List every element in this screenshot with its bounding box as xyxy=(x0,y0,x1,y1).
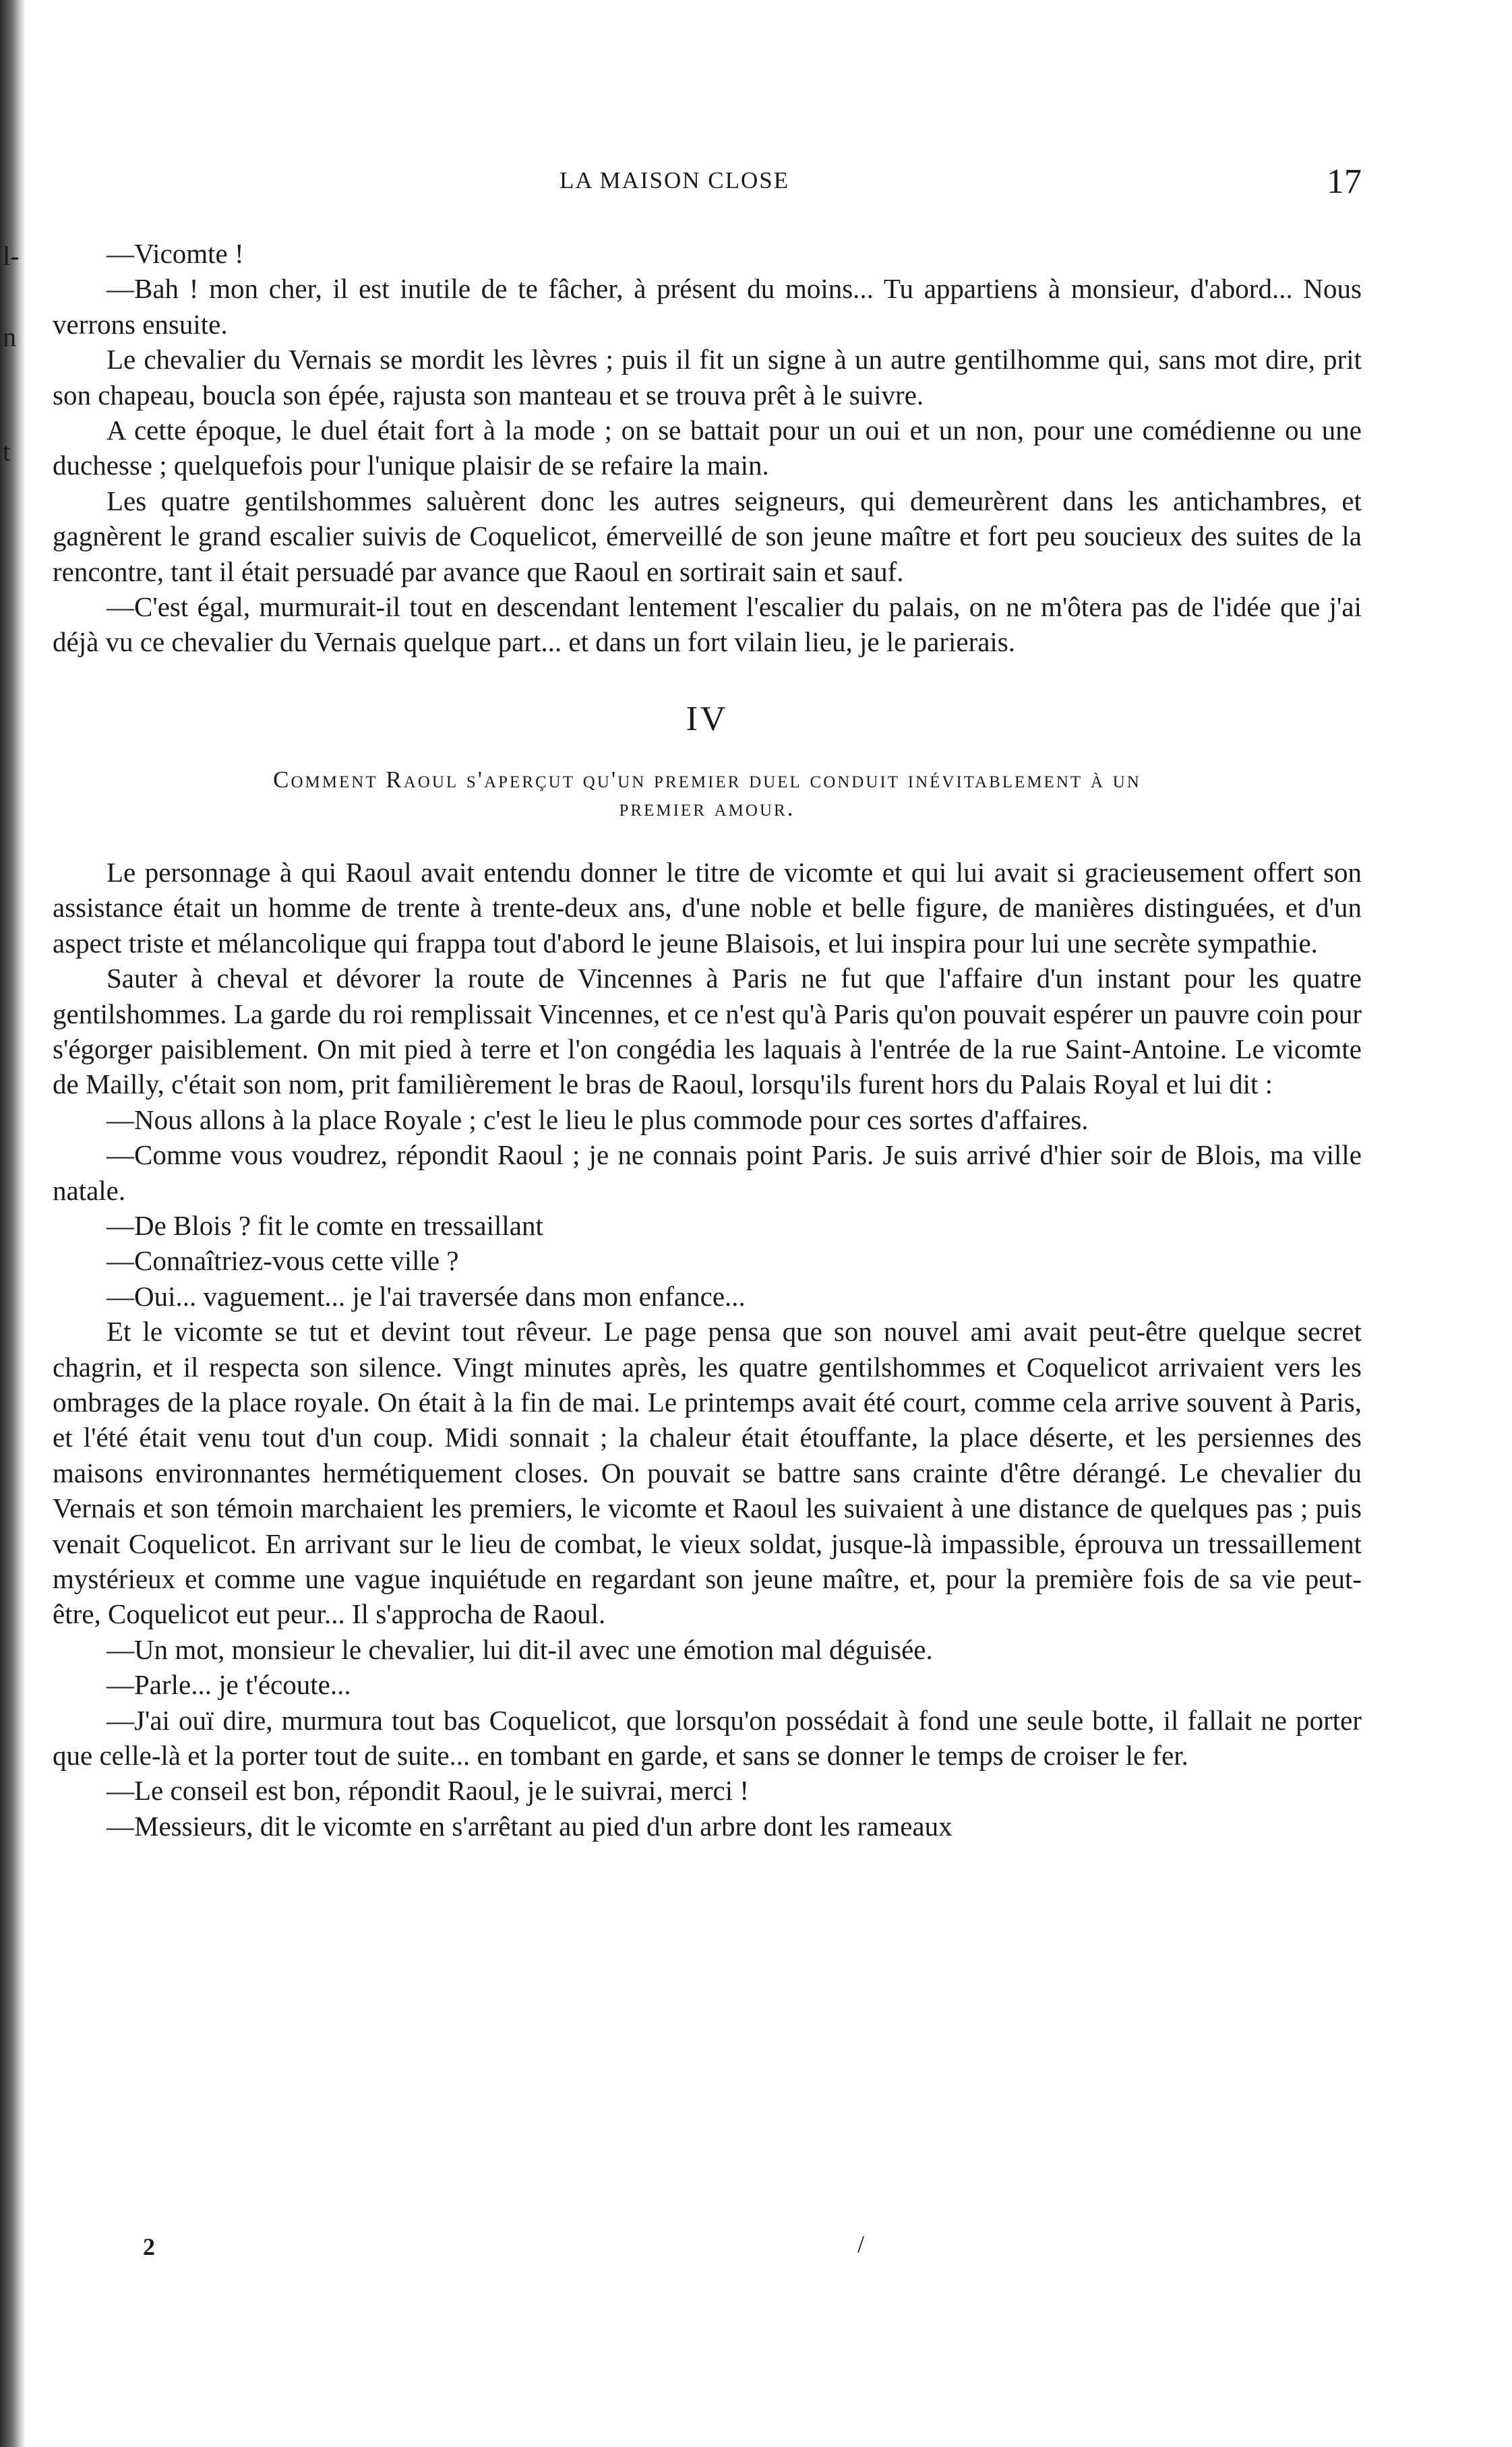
chapter-title xyxy=(53,766,1362,822)
paragraph: —Bah ! mon cher, il est inutile de te fâcher, à présent du moins... Tu appartiens à monsieur, d'abord... Nous verrons ensuite. xyxy=(53,273,1362,340)
paragraph: —Comme vous voudrez, répondit Raoul ; je ne connais point Paris. Je suis arrivé d'hier soir de Blois, ma ville natale. xyxy=(53,1139,1362,1206)
page-body xyxy=(53,236,1362,1844)
ink-speck: / xyxy=(857,2231,865,2258)
paragraph: Les quatre gentilshommes saluèrent donc les autres seigneurs, qui demeurèrent dans les antichambres, et gagnèrent le grand escalier suivis de Coquelicot, émerveillé de son jeune maître et fort peu soucieux des suites de la rencontre, tant il était persuadé par avance que Raoul en sortirait sain et sauf. xyxy=(53,485,1362,587)
paragraph: A cette époque, le duel était fort à la mode ; on se battait pour un oui et un non, pour une comédienne ou une duchesse ; quelquefois pour l'unique plaisir de se refaire la main. xyxy=(53,415,1362,481)
chapter-title-line: Comment Raoul s'aperçut qu'un premier duel conduit inévitablement à un xyxy=(273,766,1141,793)
paragraph: —Messieurs, dit le vicomte en s'arrêtant au pied d'un arbre dont les rameaux xyxy=(107,1810,952,1842)
paragraph: Et le vicomte se tut et devint tout rêveur. Le page pensa que son nouvel ami avait peut-être quelque secret chagrin, et il respecta son silence. Vingt minutes après, les quatre gentilshommes et Coquelicot arrivaient vers les ombrages de la place royale. On était à la fin de mai. Le printemps avait été court, comme cela arrive souvent à Paris, et l'été était venu tout d'un coup. Midi sonnait ; la chaleur était étouffante, la place déserte, et les persiennes des maisons environnantes hermétiquement closes. On pouvait se battre sans crainte d'être dérangé. Le chevalier du Vernais et son témoin marchaient les premiers, le vicomte et Raoul les suivaient à une distance de quelques pas ; puis venait Coquelicot. En arrivant sur le lieu de combat, le vieux soldat, jusque-là impassible, éprouva un tressaillement mystérieux et comme une vague inquiétude en regardant son jeune maître, et, pour la première fois de sa vie peut-être, Coquelicot eut peur... Il s'approcha de Raoul. xyxy=(53,1316,1362,1630)
paragraph: —J'ai ouï dire, murmura tout bas Coquelicot, que lorsqu'on possédait à fond une seule botte, il fallait ne porter que celle-là et la porter tout de suite... en tombant en garde, et sans se donner le temps de croiser le fer. xyxy=(53,1704,1362,1772)
paragraph: —Oui... vaguement... je l'ai traversée dans mon enfance... xyxy=(107,1280,746,1312)
margin-letter: l- xyxy=(3,241,20,271)
paragraph: —C'est égal, murmurait-il tout en descendant lentement l'escalier du palais, on ne m'ôtera pas de l'idée que j'ai déjà vu ce chevalier du Vernais quelque part... et dans un fort vilain lieu, je le parierais. xyxy=(53,591,1362,658)
paragraph: —Connaîtriez-vous cette ville ? xyxy=(107,1245,459,1277)
paragraph: —Le conseil est bon, répondit Raoul, je le suivrai, merci ! xyxy=(107,1775,749,1807)
page-binding-shadow xyxy=(0,0,26,2447)
page-header xyxy=(560,162,1362,208)
paragraph: —Parle... je t'écoute... xyxy=(107,1669,351,1701)
page-number: 17 xyxy=(1327,162,1362,201)
signature-mark: 2 xyxy=(143,2233,155,2260)
paragraph: Le personnage à qui Raoul avait entendu donner le titre de vicomte et qui lui avait si gracieusement offert son assistance était un homme de trente à trente-deux ans, d'une noble et belle figure, de manières distinguées, et d'un aspect triste et mélancolique qui frappa tout d'abord le jeune Blaisois, et lui inspira pour lui une secrète sympathie. xyxy=(53,856,1362,959)
running-head: LA MAISON CLOSE xyxy=(560,167,790,193)
paragraph: Le chevalier du Vernais se mordit les lèvres ; puis il fit un signe à un autre gentilhomme qui, sans mot dire, prit son chapeau, boucla son épée, rajusta son manteau et se trouva prêt à le suivre. xyxy=(53,344,1362,411)
margin-letter: n xyxy=(3,322,16,352)
paragraph: —De Blois ? fit le comte en tressaillant xyxy=(107,1209,543,1241)
paragraph: —Nous allons à la place Royale ; c'est le lieu le plus commode pour ces sortes d'affaires. xyxy=(107,1104,1089,1135)
chapter-title-line: premier amour. xyxy=(619,794,795,821)
paragraph: —Vicomte ! xyxy=(107,238,244,269)
paragraph: Sauter à cheval et dévorer la route de Vincennes à Paris ne fut que l'affaire d'un instant pour les quatre gentilshommes. La garde du roi remplissait Vincennes, et ce n'est qu'à Paris qu'on pouvait espérer un pauvre coin pour s'égorger paisiblement. On mit pied à terre et l'on congédia les laquais à l'entrée de la rue Saint-Antoine. Le vicomte de Mailly, c'était son nom, prit familièrement le bras de Raoul, lorsqu'ils furent hors du Palais Royal et lui dit : xyxy=(53,963,1362,1100)
chapter-number: IV xyxy=(686,699,729,738)
margin-letter: t xyxy=(3,436,11,466)
paragraph: —Un mot, monsieur le chevalier, lui dit-il avec une émotion mal déguisée. xyxy=(107,1633,933,1665)
